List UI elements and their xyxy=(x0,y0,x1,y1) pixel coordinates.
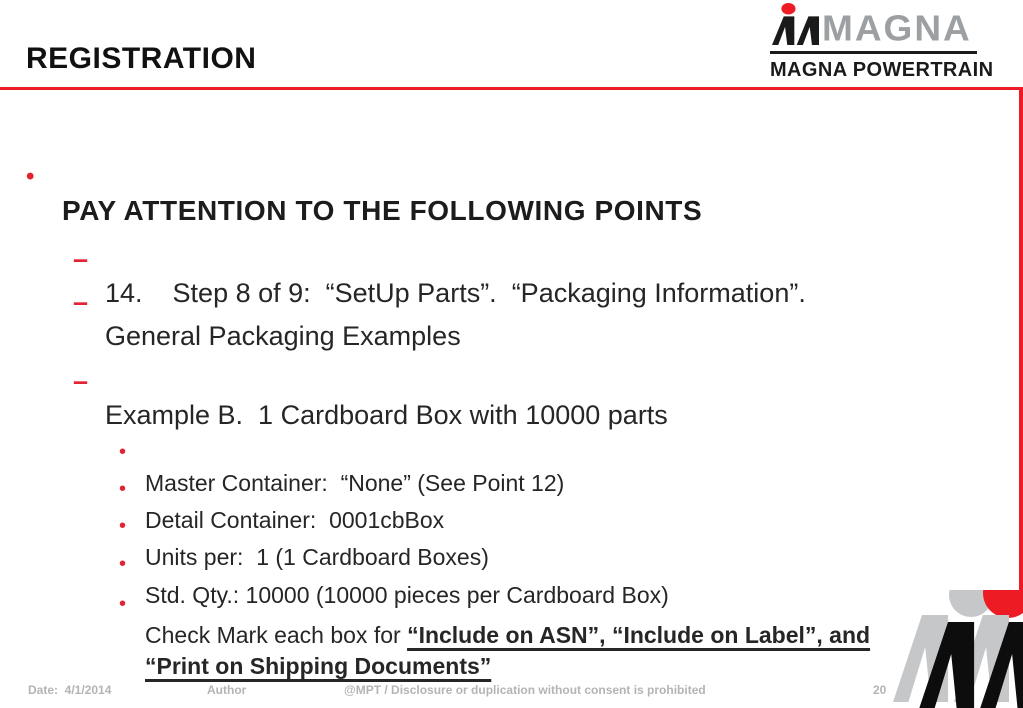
sub-bullet-text xyxy=(145,620,985,682)
bullet-dot-icon: • xyxy=(119,553,127,575)
magna-mark-icon xyxy=(772,3,819,45)
check-item-prefix: Check Mark each box for xyxy=(145,622,408,648)
footer-page-number: 20 xyxy=(873,683,887,697)
slide-title: REGISTRATION xyxy=(26,42,257,75)
check-item-underline-1: “Include on ASN”, “Include on Label”, and xyxy=(407,622,871,648)
right-red-rule xyxy=(1019,87,1023,595)
dash-icon: – xyxy=(73,366,89,396)
header-red-rule xyxy=(0,87,1023,90)
footer-date: Date: 4/1/2014 xyxy=(28,683,112,697)
bullet-item-text: Example B. 1 Cardboard Box with 10000 parts xyxy=(105,400,668,430)
bullet-dot-icon: • xyxy=(26,163,36,190)
bullet-dot-icon: • xyxy=(119,478,127,500)
sub-bullet-checkmark xyxy=(0,558,1000,679)
check-item-underline-2: “Print on Shipping Documents” xyxy=(145,653,492,679)
bullet-dot-icon: • xyxy=(119,515,127,537)
logo-rule xyxy=(770,51,977,54)
dash-icon: – xyxy=(73,287,89,317)
bullet-dot-icon: • xyxy=(119,441,127,463)
bullet-item-text: General Packaging Examples xyxy=(105,321,461,351)
sub-bullet-text: Master Container: “None” (See Point 12) xyxy=(145,470,565,496)
brand-text: MAGNA xyxy=(822,8,972,49)
footer-author: Author xyxy=(207,683,247,697)
bullet-dot-icon: • xyxy=(119,593,127,615)
footer-disclosure: @MPT / Disclosure or duplication without consent is prohibited xyxy=(344,683,706,697)
sub-bullet-text: Detail Container: 0001cbBox xyxy=(145,507,445,533)
watermark-red-dot xyxy=(983,590,1023,618)
sub-bullet-text: Std. Qty.: 10000 (10000 pieces per Cardboard Box) xyxy=(145,582,669,608)
magna-red-dot xyxy=(781,3,795,14)
heading-text: PAY ATTENTION TO THE FOLLOWING POINTS xyxy=(62,195,703,226)
dash-icon: – xyxy=(73,244,89,274)
bullet-item-text: 14. Step 8 of 9: “SetUp Parts”. “Packaging Information”. xyxy=(105,278,806,308)
subbrand-text: MAGNA POWERTRAIN xyxy=(770,59,994,81)
sub-bullet-text: Units per: 1 (1 Cardboard Boxes) xyxy=(145,544,489,570)
magna-watermark-icon xyxy=(880,590,1023,708)
